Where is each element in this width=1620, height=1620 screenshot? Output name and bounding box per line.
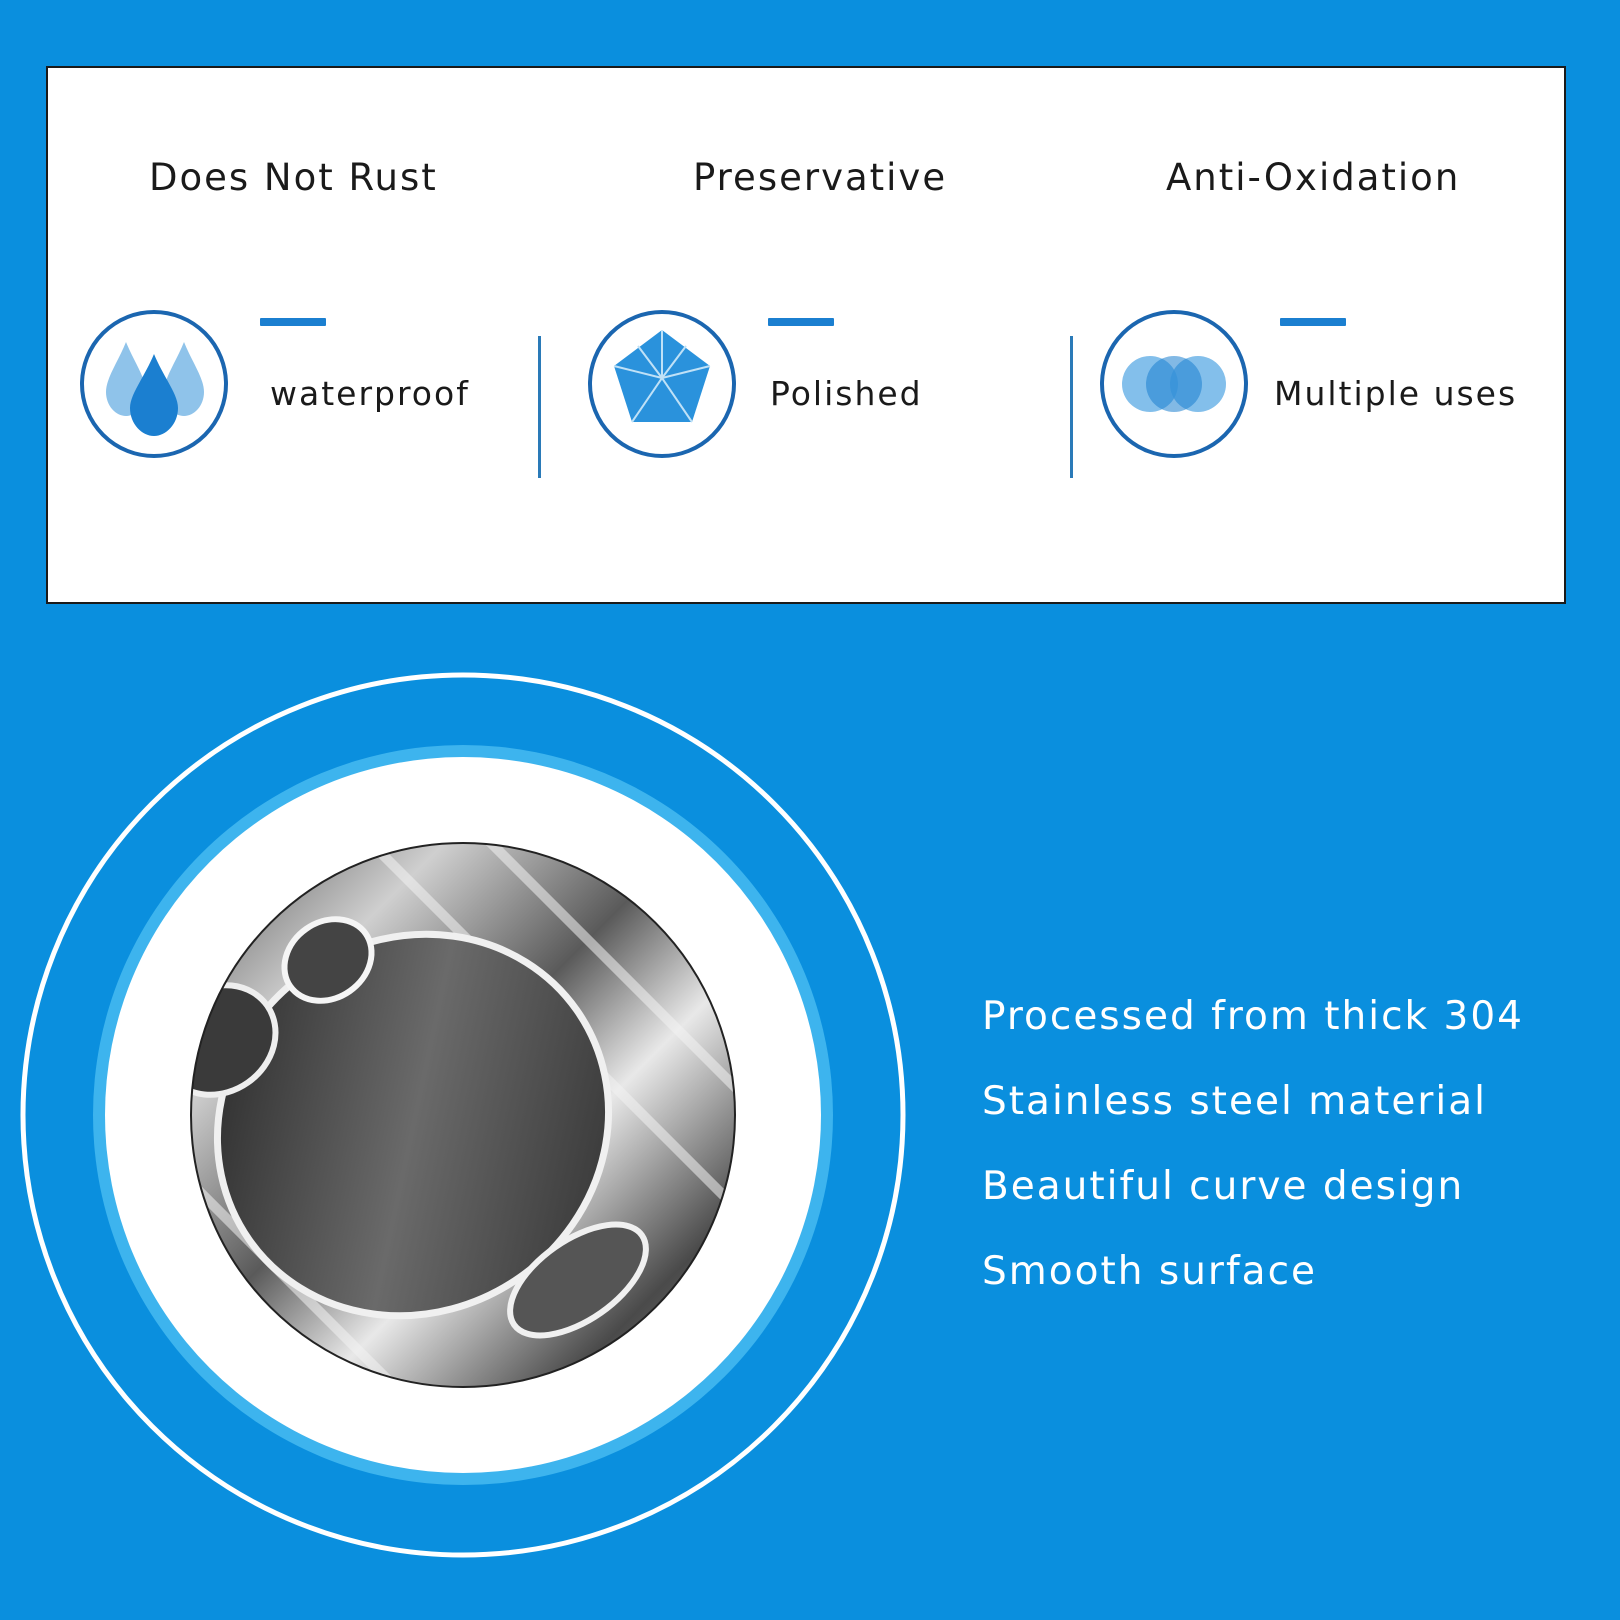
features-panel [46, 66, 1566, 604]
accent-dash [1280, 318, 1346, 326]
heading-anti-oxidation: Anti-Oxidation [1166, 156, 1461, 199]
divider [538, 336, 541, 478]
feature-label-multiple-uses: Multiple uses [1274, 374, 1518, 413]
heading-does-not-rust: Does Not Rust [149, 156, 438, 199]
feature-label-waterproof: waterproof [270, 374, 470, 413]
spec-line: Beautiful curve design [982, 1164, 1465, 1209]
pentagon-gem-icon [586, 308, 738, 460]
spec-line: Processed from thick 304 [982, 994, 1524, 1039]
divider [1070, 336, 1073, 478]
spec-line: Stainless steel material [982, 1079, 1487, 1124]
product-image-steel-tubes [18, 670, 908, 1560]
overlapping-circles-icon [1098, 308, 1250, 460]
heading-preservative: Preservative [693, 156, 948, 199]
feature-label-polished: Polished [770, 374, 923, 413]
water-drops-icon [78, 308, 230, 460]
spec-line: Smooth surface [982, 1249, 1318, 1294]
spec-list [982, 994, 1524, 1334]
accent-dash [260, 318, 326, 326]
accent-dash [768, 318, 834, 326]
